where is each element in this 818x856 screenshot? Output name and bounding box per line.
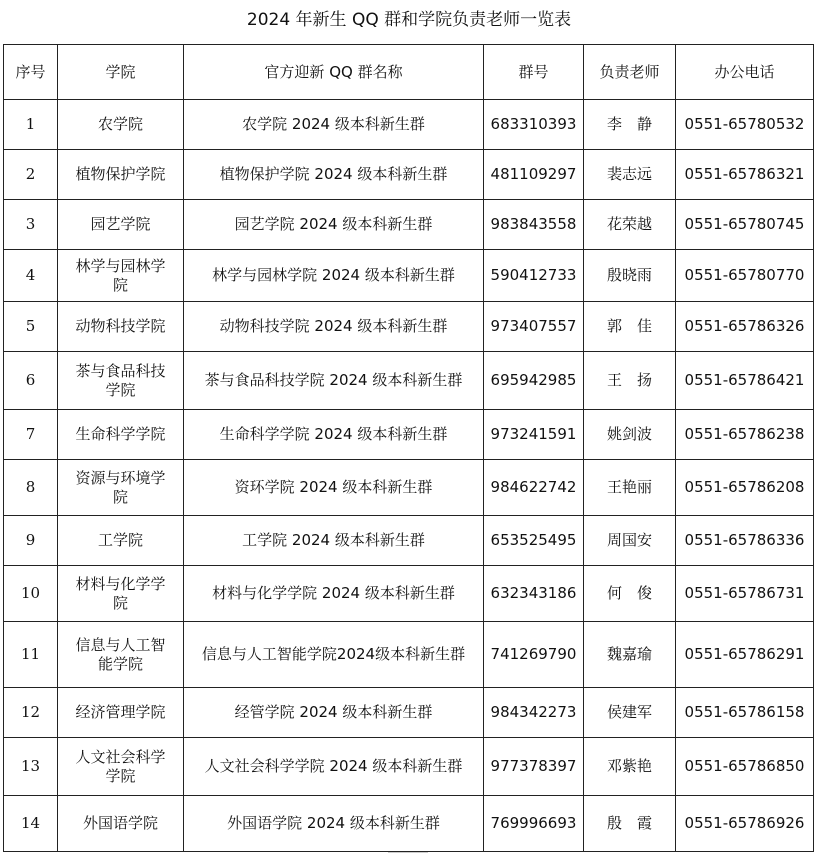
table-header-row bbox=[4, 45, 814, 100]
cell-no bbox=[4, 200, 58, 250]
cell-teacher bbox=[584, 566, 676, 622]
cell-teacher bbox=[584, 738, 676, 796]
cell-college-text: 资源与环境学院 bbox=[75, 468, 166, 506]
cell-group-name-text: 林学与园林学院 2024 级本科新生群 bbox=[212, 266, 455, 284]
cell-group-name-text: 生命科学学院 2024 级本科新生群 bbox=[219, 425, 448, 443]
cell-phone-text: 0551-65786850 bbox=[684, 757, 805, 775]
cell-group-name-text: 工学院 2024 级本科新生群 bbox=[242, 531, 425, 549]
cell-no-text: 13 bbox=[20, 757, 41, 775]
cell-college bbox=[58, 200, 184, 250]
cell-group-number-text: 632343186 bbox=[490, 584, 577, 602]
cell-group-name-text: 茶与食品科技学院 2024 级本科新生群 bbox=[204, 371, 463, 389]
cell-group-number bbox=[484, 352, 584, 410]
cell-group-name-text: 经管学院 2024 级本科新生群 bbox=[234, 703, 433, 721]
cell-group-name-text: 材料与化学学院 2024 级本科新生群 bbox=[212, 584, 455, 602]
cell-teacher-text: 殷 霞 bbox=[606, 814, 652, 832]
cell-phone bbox=[676, 622, 814, 688]
cell-phone bbox=[676, 688, 814, 738]
cell-group-number bbox=[484, 100, 584, 150]
cell-no-text: 7 bbox=[25, 425, 36, 443]
cell-group-name bbox=[184, 460, 484, 516]
cell-teacher-text: 裴志远 bbox=[606, 165, 652, 183]
cell-teacher bbox=[584, 410, 676, 460]
cell-group-name-text: 信息与人工智能学院2024级本科新生群 bbox=[201, 645, 466, 663]
cell-group-name bbox=[184, 302, 484, 352]
cell-teacher bbox=[584, 352, 676, 410]
cell-teacher bbox=[584, 460, 676, 516]
roster-table bbox=[3, 44, 814, 852]
cell-no bbox=[4, 516, 58, 566]
cell-teacher-text: 郭 佳 bbox=[606, 317, 652, 335]
cell-teacher-text: 王艳丽 bbox=[606, 478, 652, 496]
cell-college bbox=[58, 688, 184, 738]
cell-college bbox=[58, 302, 184, 352]
cell-college bbox=[58, 622, 184, 688]
cell-group-number-text: 984342273 bbox=[490, 703, 577, 721]
cell-group-number-text: 973407557 bbox=[490, 317, 577, 335]
cell-group-name bbox=[184, 796, 484, 852]
header-college: 学院 bbox=[58, 45, 184, 100]
cell-phone bbox=[676, 460, 814, 516]
cell-group-name-text: 园艺学院 2024 级本科新生群 bbox=[234, 215, 433, 233]
cell-no-text: 1 bbox=[25, 115, 36, 133]
cell-group-number bbox=[484, 460, 584, 516]
cell-no bbox=[4, 352, 58, 410]
cell-phone-text: 0551-65786336 bbox=[684, 531, 805, 549]
table-row bbox=[4, 100, 814, 150]
cell-phone-text: 0551-65786158 bbox=[684, 703, 805, 721]
cell-college bbox=[58, 352, 184, 410]
cell-phone bbox=[676, 352, 814, 410]
cell-teacher-text: 殷晓雨 bbox=[606, 266, 652, 284]
cell-no-text: 14 bbox=[20, 814, 41, 832]
cell-group-name bbox=[184, 100, 484, 150]
cell-group-name bbox=[184, 516, 484, 566]
cell-no bbox=[4, 250, 58, 302]
table-row bbox=[4, 516, 814, 566]
cell-teacher-text: 李 静 bbox=[606, 115, 652, 133]
cell-group-number bbox=[484, 516, 584, 566]
cell-no-text: 8 bbox=[25, 478, 36, 496]
cell-phone bbox=[676, 796, 814, 852]
cell-college-text: 动物科技学院 bbox=[75, 317, 166, 335]
table-row bbox=[4, 250, 814, 302]
cell-college-text: 材料与化学学院 bbox=[75, 574, 166, 612]
table-body bbox=[4, 100, 814, 852]
cell-group-name bbox=[184, 250, 484, 302]
cell-group-number bbox=[484, 738, 584, 796]
cell-phone-text: 0551-65780532 bbox=[684, 115, 805, 133]
cell-teacher-text: 魏嘉瑜 bbox=[606, 645, 652, 663]
cell-teacher bbox=[584, 200, 676, 250]
cell-teacher bbox=[584, 622, 676, 688]
cell-group-number-text: 984622742 bbox=[490, 478, 577, 496]
cell-phone-text: 0551-65786926 bbox=[684, 814, 805, 832]
cell-group-name bbox=[184, 352, 484, 410]
cell-college-text: 植物保护学院 bbox=[75, 165, 166, 183]
cell-no bbox=[4, 796, 58, 852]
cell-phone-text: 0551-65780745 bbox=[684, 215, 805, 233]
cell-group-name-text: 动物科技学院 2024 级本科新生群 bbox=[219, 317, 448, 335]
cell-no-text: 11 bbox=[20, 645, 41, 663]
cell-teacher bbox=[584, 100, 676, 150]
cell-no-text: 10 bbox=[20, 584, 41, 602]
cell-college bbox=[58, 150, 184, 200]
cell-teacher bbox=[584, 796, 676, 852]
table-row bbox=[4, 352, 814, 410]
cell-phone-text: 0551-65786421 bbox=[684, 371, 805, 389]
cell-college-text: 人文社会科学学院 bbox=[75, 747, 166, 785]
cell-teacher-text: 邓紫艳 bbox=[606, 757, 652, 775]
cell-group-number bbox=[484, 250, 584, 302]
cell-no bbox=[4, 622, 58, 688]
page-bottom-mark bbox=[388, 852, 428, 853]
cell-teacher-text: 花荣越 bbox=[606, 215, 652, 233]
table-row bbox=[4, 200, 814, 250]
cell-group-number-text: 973241591 bbox=[490, 425, 577, 443]
header-teacher: 负责老师 bbox=[584, 45, 676, 100]
cell-group-number bbox=[484, 150, 584, 200]
cell-phone bbox=[676, 410, 814, 460]
cell-group-name bbox=[184, 688, 484, 738]
table-row bbox=[4, 460, 814, 516]
cell-phone-text: 0551-65786321 bbox=[684, 165, 805, 183]
cell-group-name bbox=[184, 150, 484, 200]
cell-phone-text: 0551-65786208 bbox=[684, 478, 805, 496]
cell-no-text: 9 bbox=[25, 531, 36, 549]
cell-phone bbox=[676, 100, 814, 150]
cell-group-name-text: 资环学院 2024 级本科新生群 bbox=[234, 478, 433, 496]
cell-college-text: 工学院 bbox=[97, 531, 143, 549]
table-row bbox=[4, 150, 814, 200]
table-row bbox=[4, 410, 814, 460]
cell-group-name-text: 人文社会科学学院 2024 级本科新生群 bbox=[204, 757, 463, 775]
cell-group-name bbox=[184, 738, 484, 796]
header-group-name: 官方迎新 QQ 群名称 bbox=[184, 45, 484, 100]
cell-group-number-text: 590412733 bbox=[490, 266, 577, 284]
cell-no bbox=[4, 688, 58, 738]
table-row bbox=[4, 688, 814, 738]
cell-group-number-text: 741269790 bbox=[490, 645, 577, 663]
header-phone: 办公电话 bbox=[676, 45, 814, 100]
cell-college bbox=[58, 250, 184, 302]
cell-group-number bbox=[484, 200, 584, 250]
cell-phone bbox=[676, 738, 814, 796]
cell-teacher-text: 何 俊 bbox=[606, 584, 652, 602]
cell-no-text: 3 bbox=[25, 215, 36, 233]
header-group-number: 群号 bbox=[484, 45, 584, 100]
cell-group-number-text: 695942985 bbox=[490, 371, 577, 389]
cell-college bbox=[58, 796, 184, 852]
cell-phone-text: 0551-65786238 bbox=[684, 425, 805, 443]
cell-group-number-text: 481109297 bbox=[490, 165, 577, 183]
cell-college-text: 生命科学学院 bbox=[75, 425, 166, 443]
cell-group-number bbox=[484, 566, 584, 622]
cell-no-text: 4 bbox=[25, 266, 36, 284]
cell-no bbox=[4, 150, 58, 200]
cell-teacher bbox=[584, 516, 676, 566]
cell-group-name-text: 外国语学院 2024 级本科新生群 bbox=[227, 814, 440, 832]
cell-college-text: 外国语学院 bbox=[82, 814, 158, 832]
cell-group-number-text: 977378397 bbox=[490, 757, 577, 775]
cell-group-number-text: 983843558 bbox=[490, 215, 577, 233]
cell-group-number bbox=[484, 688, 584, 738]
cell-teacher-text: 王 扬 bbox=[606, 371, 652, 389]
cell-phone bbox=[676, 250, 814, 302]
cell-group-name bbox=[184, 200, 484, 250]
cell-college bbox=[58, 738, 184, 796]
cell-college bbox=[58, 410, 184, 460]
cell-college bbox=[58, 460, 184, 516]
cell-college-text: 园艺学院 bbox=[90, 215, 151, 233]
cell-no-text: 2 bbox=[25, 165, 36, 183]
header-no: 序号 bbox=[4, 45, 58, 100]
cell-teacher bbox=[584, 302, 676, 352]
cell-no-text: 12 bbox=[20, 703, 41, 721]
cell-group-name-text: 农学院 2024 级本科新生群 bbox=[242, 115, 425, 133]
table-row bbox=[4, 302, 814, 352]
cell-phone bbox=[676, 302, 814, 352]
cell-group-name bbox=[184, 566, 484, 622]
cell-college-text: 茶与食品科技学院 bbox=[75, 361, 166, 399]
cell-group-number-text: 653525495 bbox=[490, 531, 577, 549]
cell-no bbox=[4, 302, 58, 352]
cell-teacher-text: 姚剑波 bbox=[606, 425, 652, 443]
cell-college-text: 信息与人工智能学院 bbox=[75, 635, 166, 673]
cell-group-number bbox=[484, 410, 584, 460]
cell-no bbox=[4, 100, 58, 150]
cell-phone-text: 0551-65786326 bbox=[684, 317, 805, 335]
cell-no bbox=[4, 460, 58, 516]
cell-teacher bbox=[584, 688, 676, 738]
cell-college bbox=[58, 566, 184, 622]
table-row bbox=[4, 566, 814, 622]
cell-group-name bbox=[184, 410, 484, 460]
cell-group-name bbox=[184, 622, 484, 688]
cell-no bbox=[4, 566, 58, 622]
cell-group-number-text: 683310393 bbox=[490, 115, 577, 133]
cell-college-text: 经济管理学院 bbox=[75, 703, 166, 721]
cell-group-number bbox=[484, 622, 584, 688]
cell-teacher bbox=[584, 150, 676, 200]
cell-college-text: 农学院 bbox=[97, 115, 143, 133]
table-row bbox=[4, 622, 814, 688]
cell-phone bbox=[676, 200, 814, 250]
cell-group-number bbox=[484, 302, 584, 352]
cell-phone bbox=[676, 150, 814, 200]
cell-group-name-text: 植物保护学院 2024 级本科新生群 bbox=[219, 165, 448, 183]
cell-teacher-text: 周国安 bbox=[606, 531, 652, 549]
cell-phone-text: 0551-65786291 bbox=[684, 645, 805, 663]
cell-no-text: 6 bbox=[25, 371, 36, 389]
cell-group-number bbox=[484, 796, 584, 852]
cell-no-text: 5 bbox=[25, 317, 36, 335]
cell-phone-text: 0551-65786731 bbox=[684, 584, 805, 602]
cell-phone bbox=[676, 566, 814, 622]
page-title: 2024 年新生 QQ 群和学院负责老师一览表 bbox=[246, 10, 572, 30]
cell-group-number-text: 769996693 bbox=[490, 814, 577, 832]
cell-teacher bbox=[584, 250, 676, 302]
cell-no bbox=[4, 410, 58, 460]
table-row bbox=[4, 738, 814, 796]
cell-college bbox=[58, 516, 184, 566]
cell-college-text: 林学与园林学院 bbox=[75, 256, 166, 294]
cell-teacher-text: 侯建军 bbox=[606, 703, 652, 721]
cell-phone-text: 0551-65780770 bbox=[684, 266, 805, 284]
cell-no bbox=[4, 738, 58, 796]
table-row bbox=[4, 796, 814, 852]
cell-college bbox=[58, 100, 184, 150]
cell-phone bbox=[676, 516, 814, 566]
